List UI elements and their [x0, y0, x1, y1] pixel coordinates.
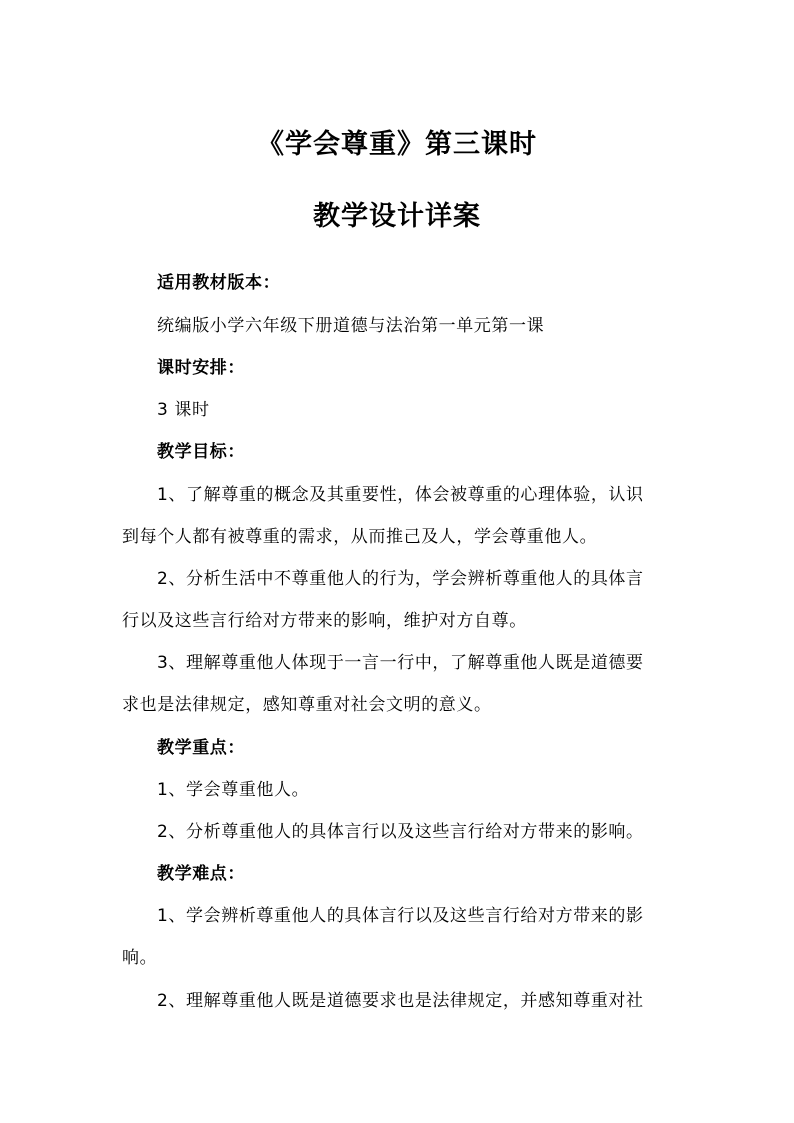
document-subtitle: 教学设计详案: [313, 201, 481, 232]
edition-heading: 适用教材版本：: [157, 273, 281, 293]
objectives-heading: 教学目标：: [157, 442, 245, 462]
document-title: 《学会尊重》第三课时: [257, 129, 537, 160]
edition-text: 统编版小学六年级下册道德与法治第一单元第一课: [157, 316, 545, 336]
objective-3-line-2: 求也是法律规定，感知尊重对社会文明的意义。: [122, 695, 492, 715]
objective-1-line-2: 到每个人都有被尊重的需求，从而推己及人，学会尊重他人。: [122, 527, 598, 547]
difficulty-1-line-2: 响。: [122, 948, 158, 968]
keypoint-1: 1、学会尊重他人。: [157, 780, 310, 800]
keypoint-2: 2、分析尊重他人的具体言行以及这些言行给对方带来的影响。: [157, 822, 644, 842]
objective-2-line-2: 行以及这些言行给对方带来的影响，维护对方自尊。: [122, 611, 527, 631]
difficulties-heading: 教学难点：: [157, 864, 245, 884]
objective-3-line-1: 3、理解尊重他人体现于一言一行中，了解尊重他人既是道德要: [157, 653, 644, 673]
schedule-heading: 课时安排：: [157, 358, 245, 378]
objective-1-line-1: 1、了解尊重的概念及其重要性，体会被尊重的心理体验，认识: [157, 485, 644, 505]
keypoints-heading: 教学重点：: [157, 738, 245, 758]
objective-2-line-1: 2、分析生活中不尊重他人的行为，学会辨析尊重他人的具体言: [157, 569, 644, 589]
difficulty-1-line-1: 1、学会辨析尊重他人的具体言行以及这些言行给对方带来的影: [157, 906, 644, 926]
schedule-text: 3 课时: [157, 400, 210, 420]
difficulty-2-line-1: 2、理解尊重他人既是道德要求也是法律规定，并感知尊重对社: [157, 991, 644, 1011]
